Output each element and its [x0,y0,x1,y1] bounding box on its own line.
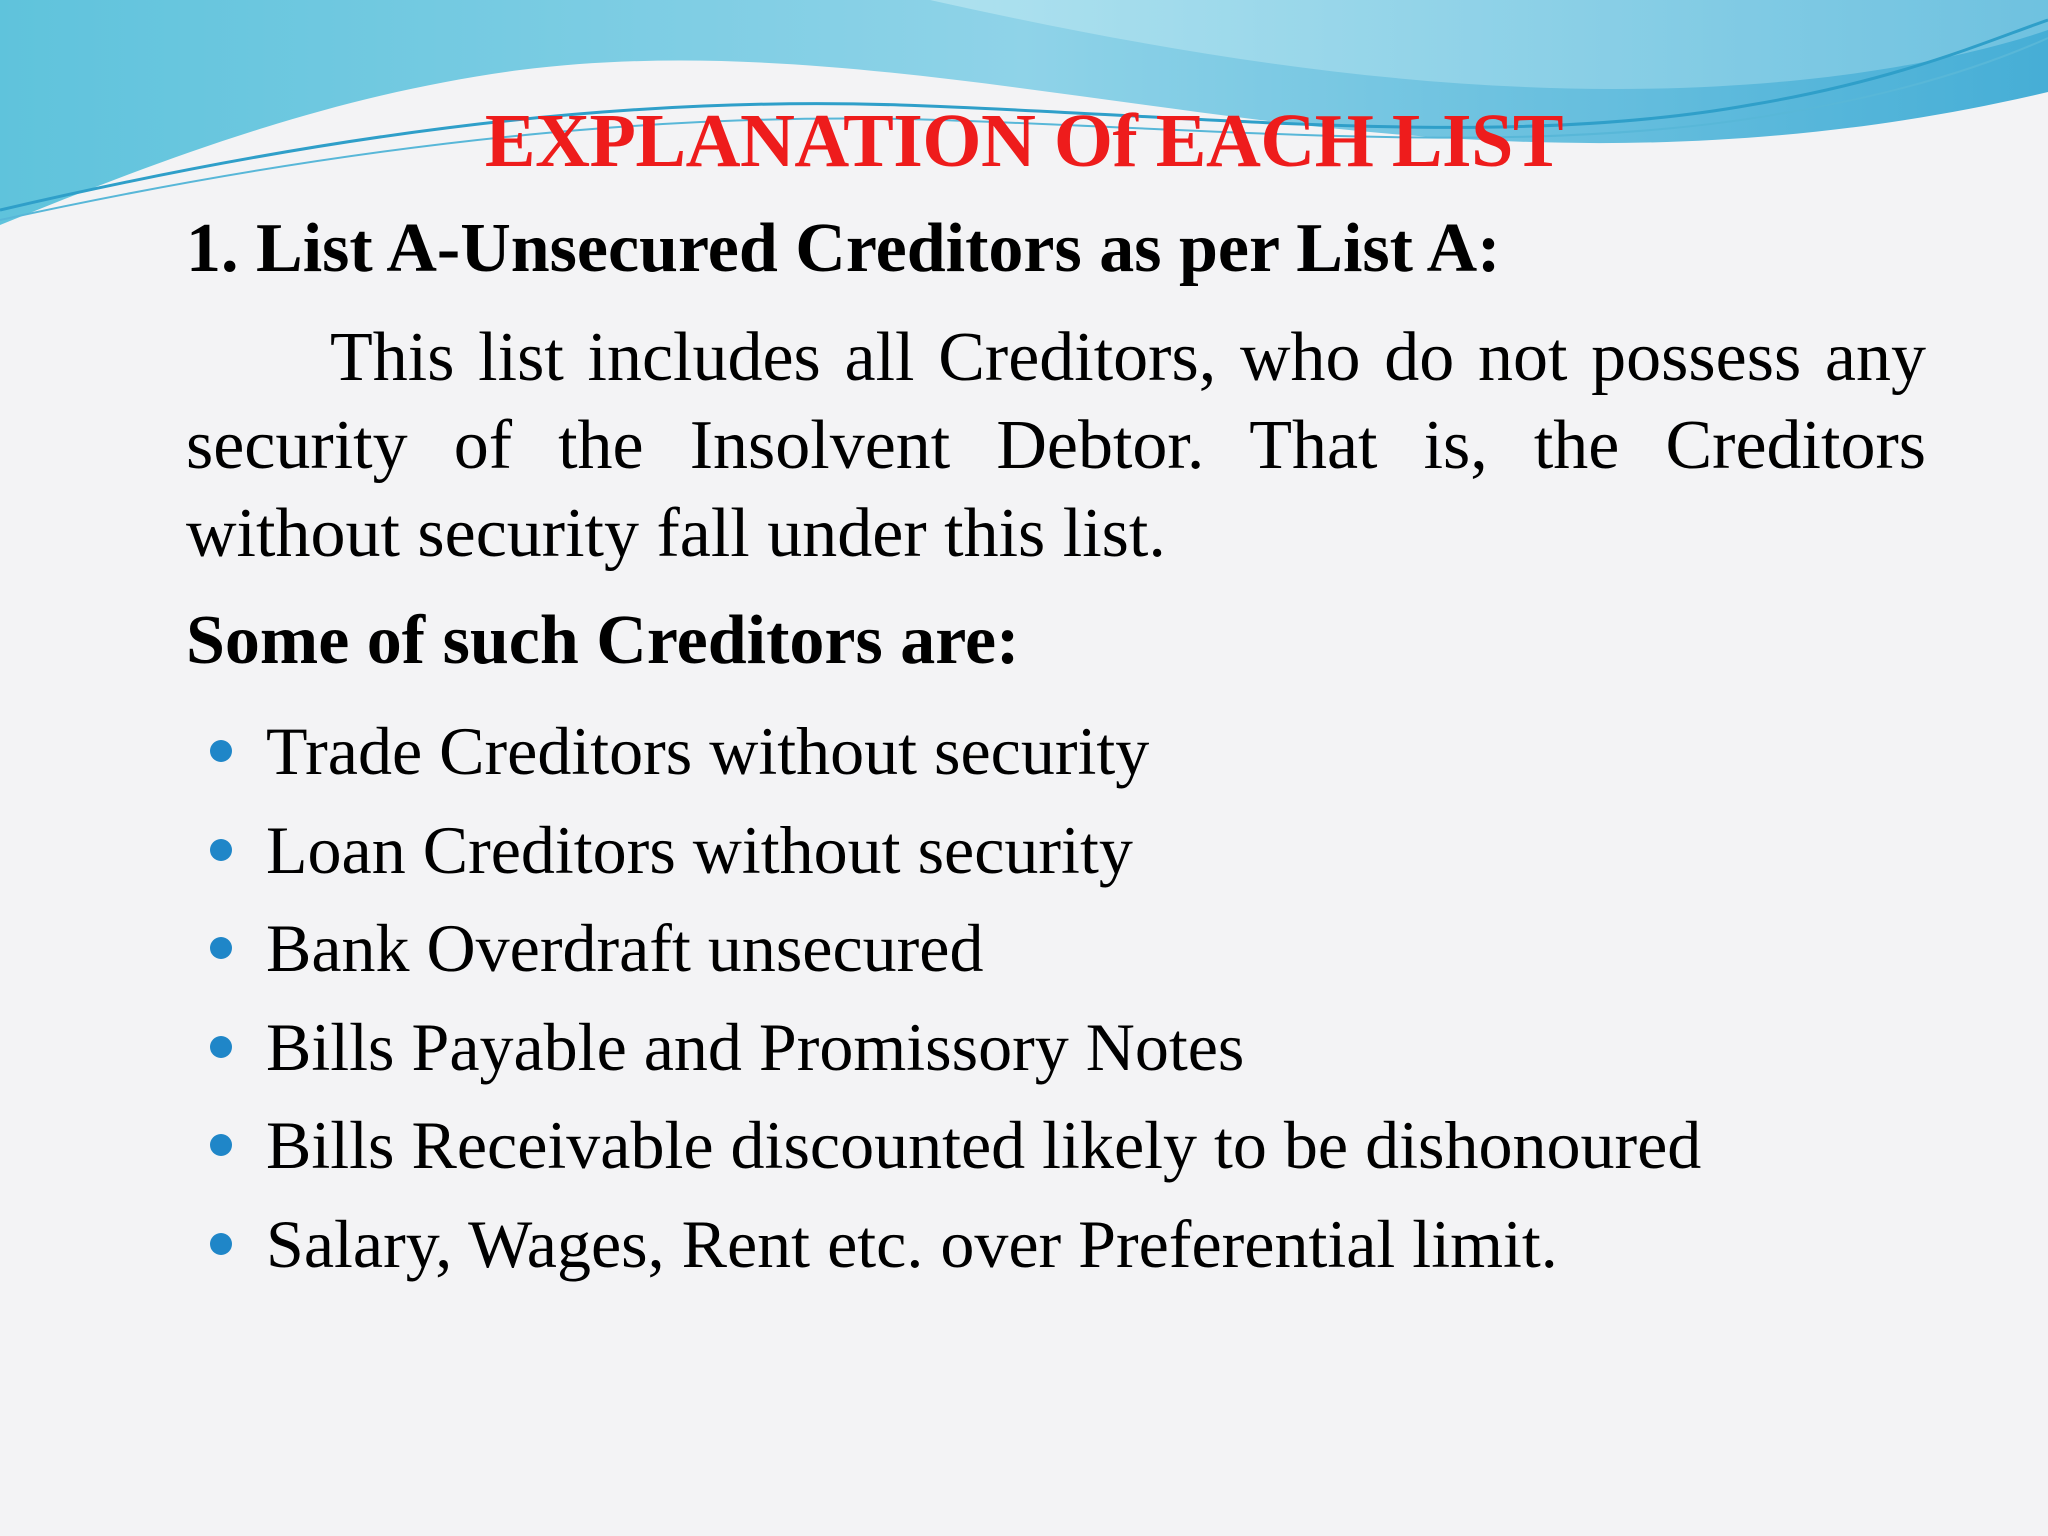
list-a-heading: 1. List A-Unsecured Creditors as per List A: [186,210,1501,287]
bullet-dot-icon [210,839,232,861]
list-item [210,998,1701,1097]
bullet-dot-icon [210,937,232,959]
slide-title-text: EXPLANATION Of EACH LIST [484,99,1564,183]
creditors-subheading: Some of such Creditors are: [186,602,1020,679]
bullet-dot-icon [210,740,232,762]
creditors-bullet-list [210,702,1701,1293]
bullet-dot-icon [210,1036,232,1058]
bullet-text: Trade Creditors without security [266,713,1150,790]
bullet-dot-icon [210,1134,232,1156]
list-item [210,1195,1701,1294]
list-item [210,899,1701,998]
bullet-text: Salary, Wages, Rent etc. over Preferential limit. [266,1205,1558,1282]
bullet-text: Bank Overdraft unsecured [266,910,984,987]
list-item [210,1096,1701,1195]
bullet-text: Bills Receivable discounted likely to be dishonoured [266,1107,1702,1184]
bullet-text: Bills Payable and Promissory Notes [266,1008,1245,1085]
list-item [210,801,1701,900]
list-a-description: This list includes all Creditors, who do not possess any security of the Insolvent Debtor. That is, the Creditors without security fall under this list. [186,319,1926,572]
list-item [210,702,1701,801]
bullet-text: Loan Creditors without security [266,811,1133,888]
bullet-dot-icon [210,1233,232,1255]
slide-title [0,96,2048,186]
